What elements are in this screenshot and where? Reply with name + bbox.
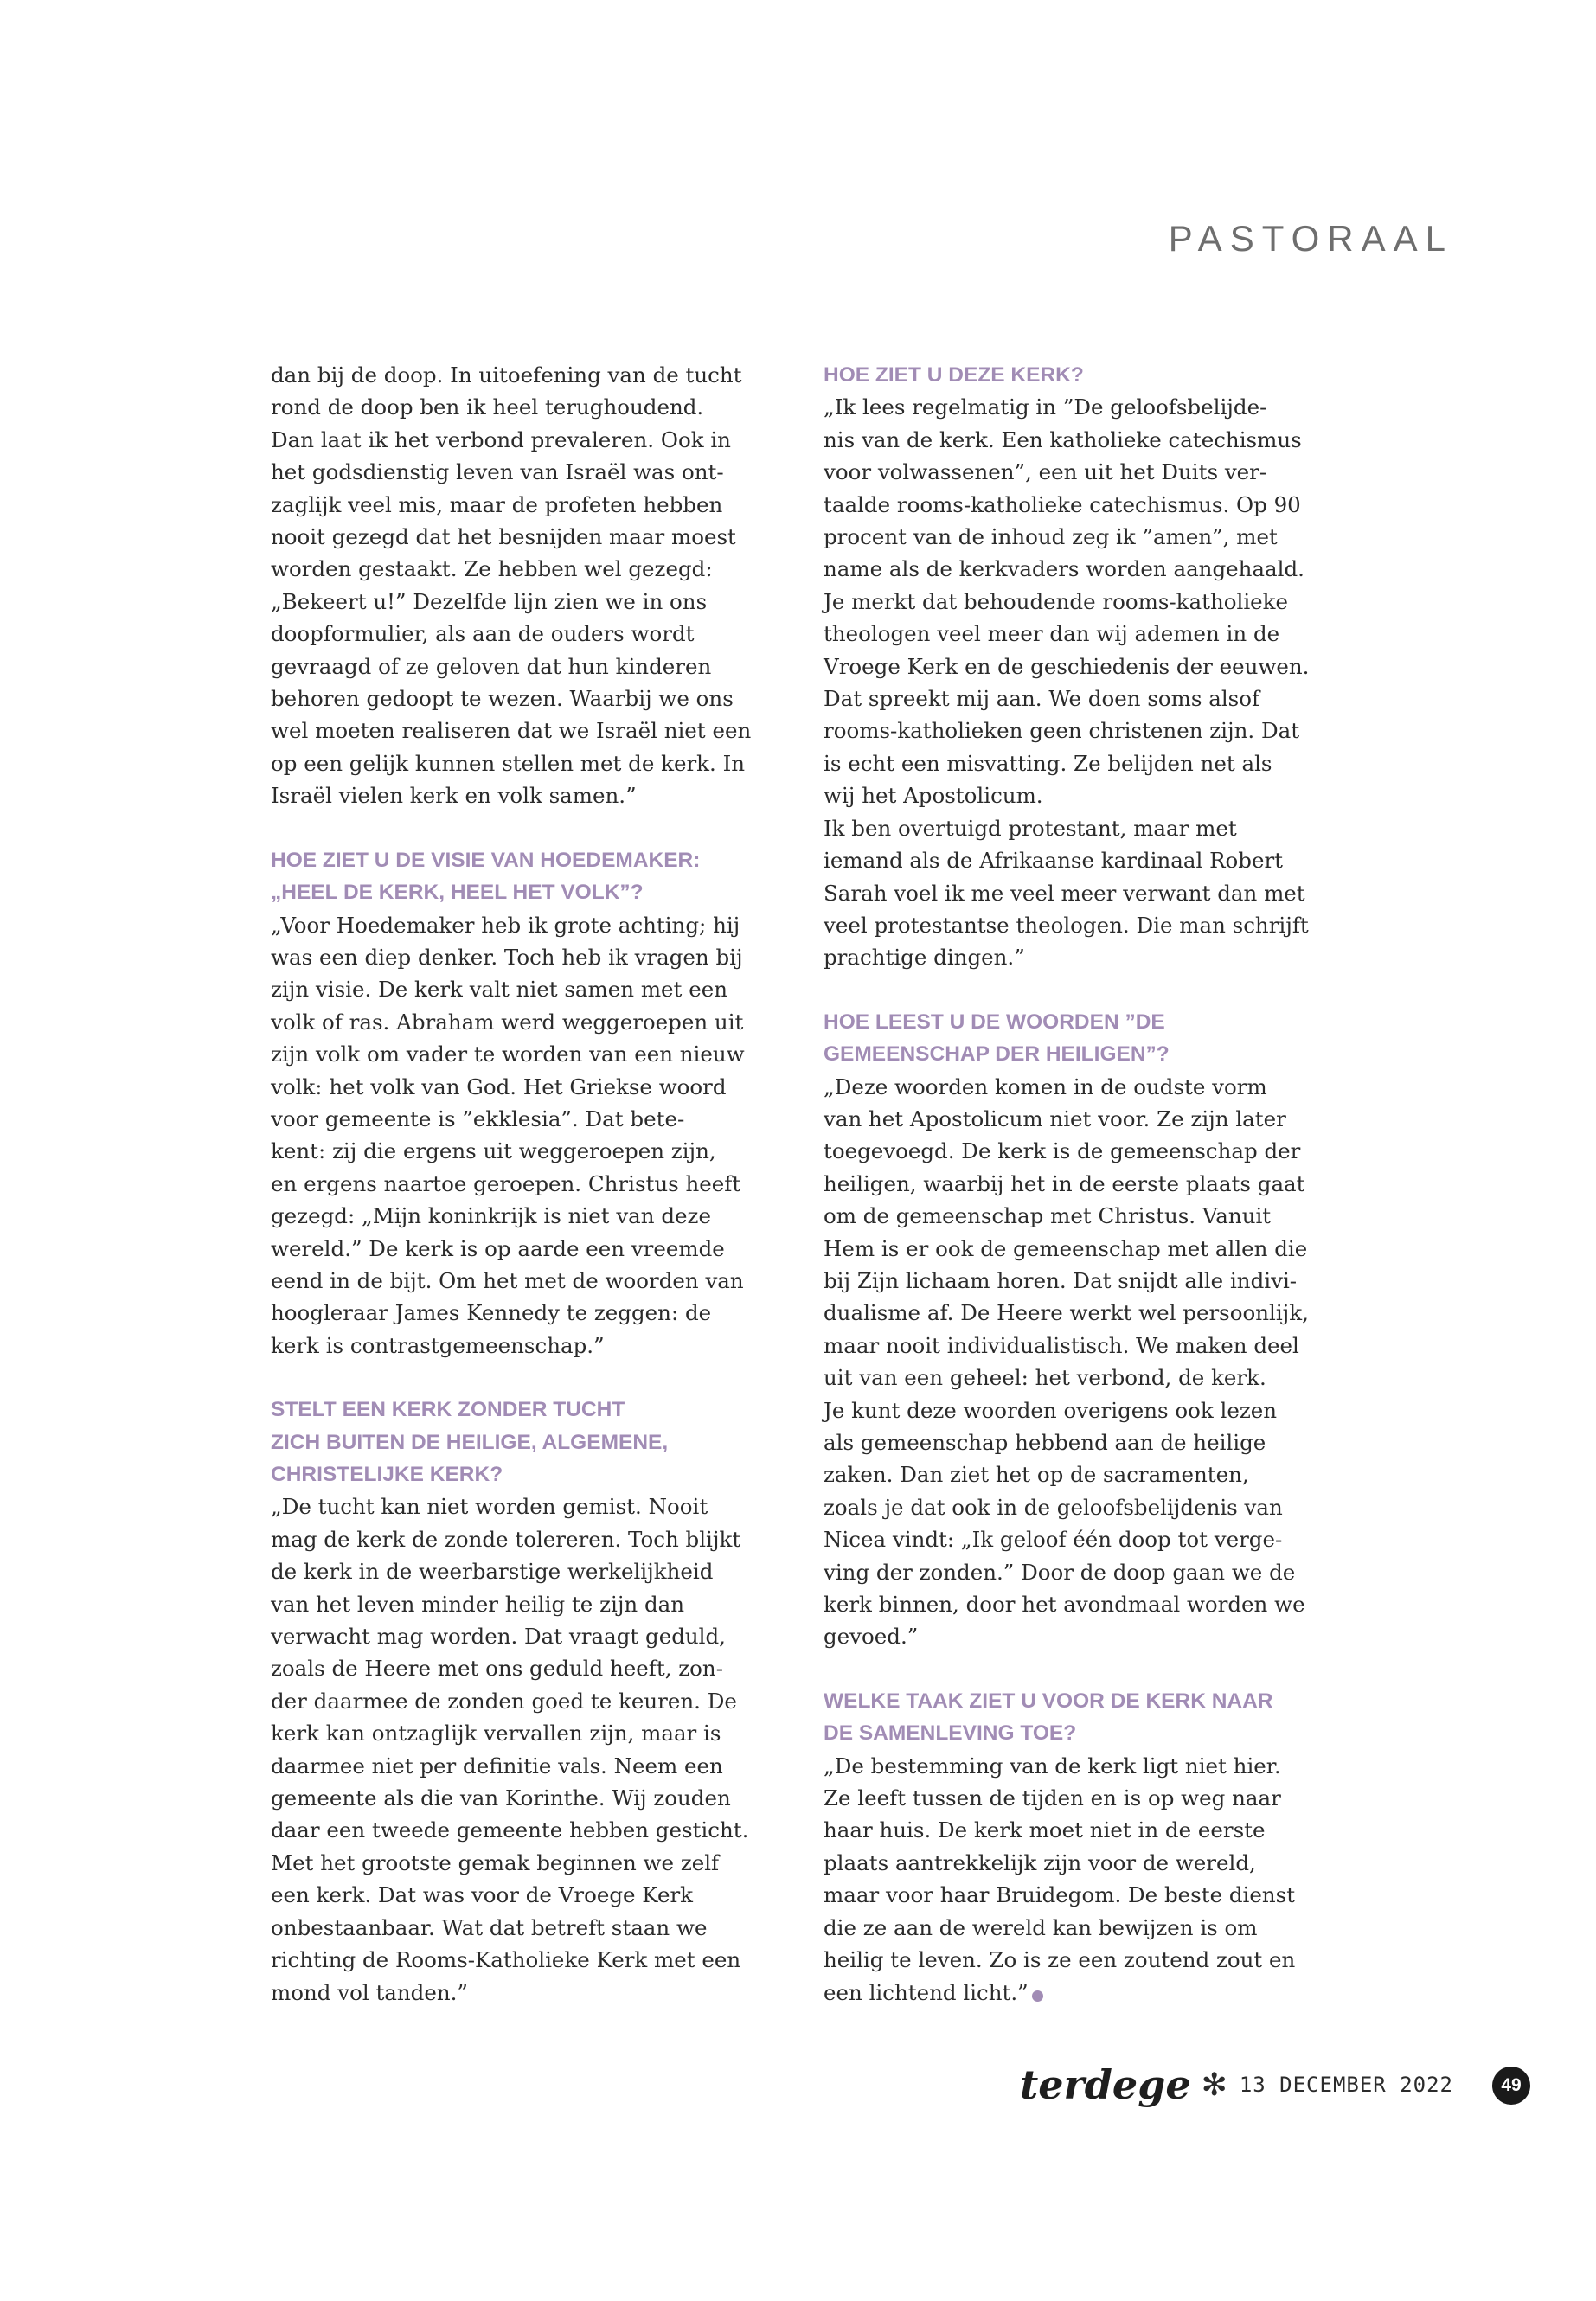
right-column bbox=[824, 359, 1360, 2009]
right-paragraph-3: „De bestemming van de kerk ligt niet hier. Ze leeft tussen de tijden en is op weg naar haar huis. De kerk moet niet in de eerste plaats aantrekkelijk zijn voor de wereld, maar voor haar Bruidegom. De beste dienst die ze aan de wereld kan bewijzen is om heilig te leven. Zo is ze een zoutend zout en een lichtend licht.” bbox=[824, 1753, 1296, 2005]
left-paragraph-1: dan bij de doop. In uitoefening van de tucht rond de doop ben ik heel terughoudend. Dan laat ik het verbond prevaleren. Ook in het godsdienstig leven van Israël was ont- zaglijk veel mis, maar de profeten hebben nooit gezegd dat het besnijden maar moest worden gestaakt. Ze hebben wel gezegd: „Bekeert u!” Dezelfde lijn zien we in ons doopformulier, als aan de ouders wordt gevraagd of ze geloven dat hun kinderen behoren gedoopt te wezen. Waarbij we ons wel moeten realiseren dat we Israël niet een op een gelijk kunnen stellen met de kerk. In Israël vielen kerk en volk samen.” bbox=[271, 362, 752, 809]
paragraph-gap bbox=[271, 1362, 807, 1394]
right-question-3: WELKE TAAK ZIET U VOOR DE KERK NAAR DE SAMENLEVING TOE? bbox=[824, 1689, 1273, 1746]
left-paragraph-3: „De tucht kan niet worden gemist. Nooit mag de kerk de zonde tolereren. Toch blijkt de kerk in de weerbarstige werkelijkheid van het leven minder heilig te zijn dan verwacht mag worden. Dat vraagt geduld, zoals de Heere met ons geduld heeft, zon- der daarmee de zonden goed te keuren. De kerk kan ontzaglijk vervallen zijn, maar is daarmee niet per definitie vals. Neem een gemeente als die van Korinthe. Wij zouden daar een tweede gemeente hebben gesticht. Met het grootste gemak beginnen we zelf een kerk. Dat was voor de Vroege Kerk onbestaanbaar. Wat dat betreft staan we richting de Rooms-Katholieke Kerk met een mond vol tanden.” bbox=[271, 1494, 749, 2005]
magazine-logo: terdege bbox=[1020, 2061, 1191, 2108]
paragraph-gap bbox=[824, 974, 1360, 1006]
right-paragraph-1: „Ik lees regelmatig in ”De geloofsbelijde- nis van de kerk. Een katholieke catechismus voor volwassenen”, een uit het Duits ver- taalde rooms-katholieke catechismus. Op 90 procent van de inhoud zeg ik ”amen”, met name als de kerkvaders worden aangehaald. Je merkt dat behoudende rooms-katholieke theologen veel meer dan wij ademen in de Vroege Kerk en de geschiedenis der eeuwen. Dat spreekt mij aan. We doen soms alsof rooms-katholieken geen christenen zijn. Dat is echt een misvatting. Ze belijden net als wij het Apostolicum. Ik ben overtuigd protestant, maar met iemand als de Afrikaanse kardinaal Robert Sarah voel ik me veel meer verwant dan met veel protestantse theologen. Die man schrijft prachtige dingen.” bbox=[824, 394, 1310, 971]
footer bbox=[1020, 2059, 1453, 2111]
section-label: PASTORAAL bbox=[1168, 218, 1453, 259]
left-paragraph-2: „Voor Hoedemaker heb ik grote achting; hij was een diep denker. Toch heb ik vragen bij zijn visie. De kerk valt niet samen met een volk of ras. Abraham werd weggeroepen uit zijn volk om vader te worden van een nieuw volk: het volk van God. Het Griekse woord voor gemeente is ”ekklesia”. Dat bete- kent: zij die ergens uit weggeroepen zijn, en ergens naartoe geroepen. Christus heeft gezegd: „Mijn koninkrijk is niet van deze wereld.” De kerk is op aarde een vreemde eend in de bijt. Om het met de woorden van hoogleraar James Kennedy te zeggen: de kerk is contrastgemeenschap.” bbox=[271, 912, 745, 1358]
left-question-2: STELT EEN KERK ZONDER TUCHT ZICH BUITEN DE HEILIGE, ALGEMENE, CHRISTELIJKE KERK? bbox=[271, 1398, 669, 1486]
right-question-1: HOE ZIET U DEZE KERK? bbox=[824, 363, 1084, 387]
end-of-article-dot-icon bbox=[1032, 1990, 1043, 2002]
right-question-2: HOE LEEST U DE WOORDEN ”DE GEMEENSCHAP DER HEILIGEN”? bbox=[824, 1009, 1170, 1067]
left-question-1: HOE ZIET U DE VISIE VAN HOEDEMAKER: „HEEL DE KERK, HEEL HET VOLK”? bbox=[271, 848, 701, 905]
right-paragraph-2: „Deze woorden komen in de oudste vorm van het Apostolicum niet voor. Ze zijn later toegevoegd. De kerk is de gemeenschap der heiligen, waarbij het in de eerste plaats gaat om de gemeenschap met Christus. Vanuit Hem is er ook de gemeenschap met allen die bij Zijn lichaam horen. Dat snijdt alle indivi- dualisme af. De Heere werkt wel persoonlijk, maar nooit individualistisch. We maken deel uit van een geheel: het verbond, de kerk. Je kunt deze woorden overigens ook lezen als gemeenschap hebbend aan de heilige zaken. Dan ziet het op de sacramenten, zoals je dat ook in de geloofsbelijdenis van Nicea vindt: „Ik geloof één doop tot verge- ving der zonden.” Door de doop gaan we de kerk binnen, door het avondmaal worden we gevoed.” bbox=[824, 1074, 1309, 1650]
paragraph-gap bbox=[824, 1653, 1360, 1685]
paragraph-gap bbox=[271, 812, 807, 844]
right-paragraph-3-wrapper bbox=[824, 1750, 1360, 2009]
page-number-badge: 49 bbox=[1492, 2067, 1530, 2105]
asterisk-icon: ✻ bbox=[1201, 2067, 1227, 2103]
issue-date: 13 DECEMBER 2022 bbox=[1239, 2073, 1453, 2097]
left-column bbox=[271, 359, 807, 2009]
